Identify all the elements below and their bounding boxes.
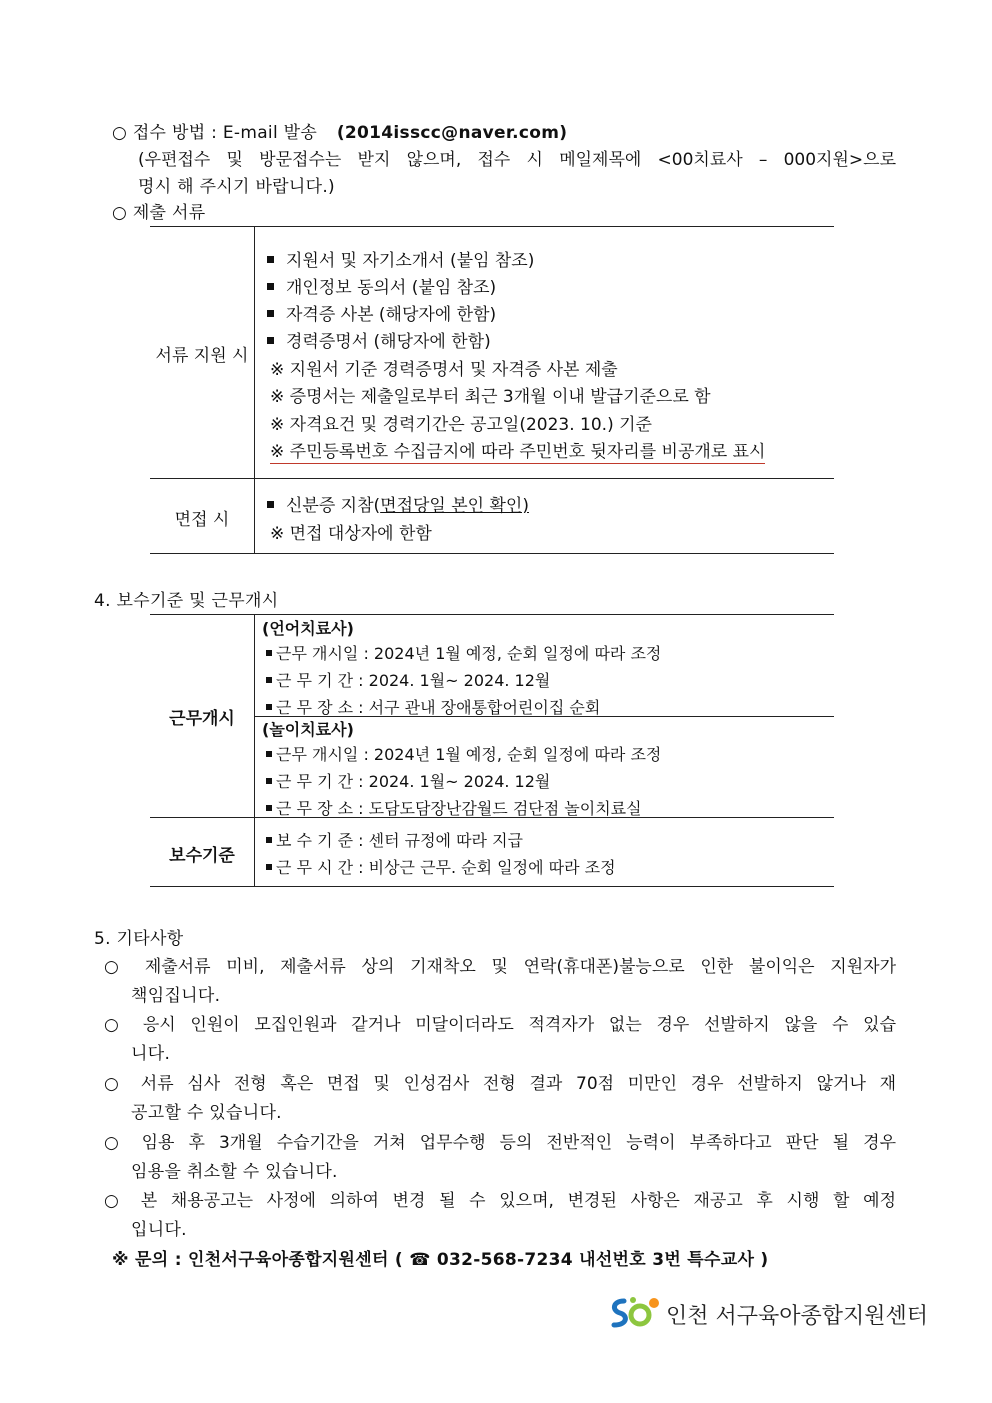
work-label: 근무개시 [169, 709, 235, 729]
pay-item: 보 수 기 준 : 센터 규정에 따라 지급 [266, 828, 523, 851]
docs-heading: ○ 제출 서류 [112, 203, 206, 223]
docs-item: 개인정보 동의서 (붙임 참조) [267, 273, 496, 298]
docs-row1-label: 서류 지원 시 [155, 346, 249, 366]
docs-red-note: ※ 주민등록번호 수집금지에 따라 주민번호 뒷자리를 비공개로 표시 [270, 442, 766, 462]
docs-row2-label: 면접 시 [174, 510, 230, 530]
submission-method-label: ○ 접수 방법 : E-mail 발송 [112, 123, 318, 143]
docs-item: 경력증명서 (해당자에 한함) [267, 327, 491, 352]
docs-interview-note: ※ 면접 대상자에 한함 [270, 524, 432, 544]
play-item: 근 무 기 간 : 2024. 1월~ 2024. 12월 [266, 769, 550, 792]
section4-title: 4. 보수기준 및 근무개시 [94, 591, 279, 611]
play-header: (놀이치료사) [262, 720, 354, 739]
note-item-3-cont: 공고할 수 있습니다. [131, 1103, 282, 1123]
pay-item: 근 무 시 간 : 비상근 근무. 순회 일정에 따라 조정 [266, 855, 616, 878]
docs-note: ※ 자격요건 및 경력기간은 공고일(2023. 10.) 기준 [270, 415, 652, 435]
play-item: 근 무 장 소 : 도담도담장난감월드 검단점 놀이치료실 [266, 796, 642, 819]
logo-mark-icon [606, 1293, 666, 1333]
note-item-2-cont: 니다. [131, 1044, 171, 1064]
note-item-2: ○ 응시 인원이 모집인원과 같거나 미달이더라도 적격자가 없는 경우 선발하지 않을 수 있습 [104, 1015, 896, 1035]
speech-item: 근무 개시일 : 2024년 1월 예정, 순회 일정에 따라 조정 [266, 641, 661, 664]
note-item-4-cont: 임용을 취소할 수 있습니다. [131, 1162, 338, 1182]
contact-line: ※ 문의 : 인천서구육아종합지원센터 ( ☎ 032-568-7234 내선번호 3번 특수교사 ) [112, 1250, 769, 1270]
docs-interview-item: 신분증 지참(면접당일 본인 확인) [267, 491, 529, 516]
speech-item: 근 무 기 간 : 2024. 1월~ 2024. 12월 [266, 668, 550, 691]
note-item-1: ○ 제출서류 미비, 제출서류 상의 기재착오 및 연락(휴대폰)불능으로 인한 불이익은 지원자가 [104, 957, 896, 977]
note-item-1-cont: 책임집니다. [131, 986, 221, 1006]
note-item-5-cont: 입니다. [131, 1220, 187, 1240]
docs-note: ※ 지원서 기준 경력증명서 및 자격증 사본 제출 [270, 360, 618, 380]
docs-item: 지원서 및 자기소개서 (붙임 참조) [267, 246, 534, 271]
submission-note-2: 명시 해 주시기 바랍니다.) [138, 177, 335, 197]
speech-header: (언어치료사) [262, 619, 354, 638]
docs-note: ※ 증명서는 제출일로부터 최근 3개월 이내 발급기준으로 함 [270, 387, 711, 407]
section5-title: 5. 기타사항 [94, 929, 184, 949]
docs-item: 자격증 사본 (해당자에 한함) [267, 300, 496, 325]
note-item-4: ○ 임용 후 3개월 수습기간을 거쳐 업무수행 등의 전반적인 능력이 부족하다고 판단 될 경우 [104, 1133, 896, 1153]
pay-label: 보수기준 [169, 846, 235, 866]
note-item-5: ○ 본 채용공고는 사정에 의하여 변경 될 수 있으며, 변경된 사항은 재공고 후 시행 할 예정 [104, 1191, 896, 1211]
submission-note-1: (우편접수 및 방문접수는 받지 않으며, 접수 시 메일제목에 <00치료사 – 000지원>으로 [138, 150, 896, 170]
play-item: 근무 개시일 : 2024년 1월 예정, 순회 일정에 따라 조정 [266, 742, 661, 765]
logo-text: 인천 서구육아종합지원센터 [666, 1304, 929, 1329]
center-logo [606, 1293, 929, 1333]
speech-item: 근 무 장 소 : 서구 관내 장애통합어린이집 순회 [266, 695, 600, 718]
submission-email: (2014isscc@naver.com) [336, 123, 568, 143]
submission-method [112, 118, 567, 143]
note-item-3: ○ 서류 심사 전형 혹은 면접 및 인성검사 전형 결과 70점 미만인 경우 선발하지 않거나 재 [104, 1074, 896, 1094]
